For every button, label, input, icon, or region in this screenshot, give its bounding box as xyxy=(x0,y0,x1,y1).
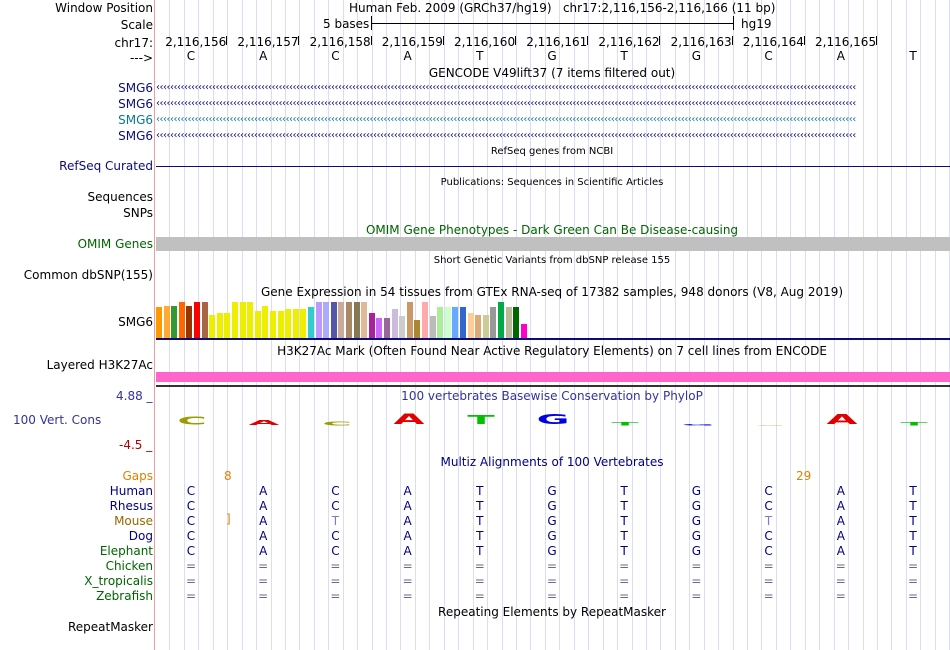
multiz-base: T xyxy=(620,514,628,528)
multiz-species-label[interactable]: Elephant xyxy=(99,544,153,558)
gencode-gene-model[interactable]: ‹‹‹‹‹‹‹‹‹‹‹‹‹‹‹‹‹‹‹‹‹‹‹‹‹‹‹‹‹‹‹‹‹‹‹‹‹‹‹‹‹‹‹‹‹‹‹‹‹‹‹‹‹‹‹‹‹‹‹‹‹‹‹‹‹‹‹‹‹‹‹‹‹‹‹‹‹‹‹‹‹‹‹‹‹‹‹‹‹‹‹‹‹‹‹‹‹‹‹‹‹‹‹‹‹‹‹‹‹‹‹‹‹‹‹‹‹‹‹‹‹‹‹‹‹‹‹‹‹‹‹‹‹‹‹‹‹‹‹‹‹‹‹‹‹‹‹‹‹‹‹‹‹‹‹‹‹‹‹‹‹‹‹‹‹‹‹‹‹‹‹‹‹‹‹‹‹‹‹‹‹‹‹‹‹‹‹‹‹‹‹‹‹‹‹‹‹‹‹‹ xyxy=(156,114,856,125)
multiz-base: = xyxy=(546,574,558,588)
coord-label: 2,116,156 xyxy=(165,35,227,49)
multiz-base: G xyxy=(691,484,702,498)
reference-base: A xyxy=(259,49,268,63)
phylop-base-glyph: C xyxy=(321,420,352,427)
phylop-base-glyph: G xyxy=(536,411,570,428)
phylop-base-glyph: G xyxy=(681,423,714,427)
coord-label: 2,116,161 xyxy=(526,35,588,49)
gencode-gene-label[interactable]: SMG6 xyxy=(118,129,153,143)
gtex-tissue-bar[interactable] xyxy=(346,302,352,338)
gencode-gene-model[interactable]: ‹‹‹‹‹‹‹‹‹‹‹‹‹‹‹‹‹‹‹‹‹‹‹‹‹‹‹‹‹‹‹‹‹‹‹‹‹‹‹‹‹‹‹‹‹‹‹‹‹‹‹‹‹‹‹‹‹‹‹‹‹‹‹‹‹‹‹‹‹‹‹‹‹‹‹‹‹‹‹‹‹‹‹‹‹‹‹‹‹‹‹‹‹‹‹‹‹‹‹‹‹‹‹‹‹‹‹‹‹‹‹‹‹‹‹‹‹‹‹‹‹‹‹‹‹‹‹‹‹‹‹‹‹‹‹‹‹‹‹‹‹‹‹‹‹‹‹‹‹‹‹‹‹‹‹‹‹‹‹‹‹‹‹‹‹‹‹‹‹‹‹‹‹‹‹‹‹‹‹‹‹‹‹‹‹‹‹‹‹‹‹‹‹‹‹‹‹‹‹‹ xyxy=(156,130,856,141)
coord-label: 2,116,157 xyxy=(237,35,299,49)
gtex-tissue-bar[interactable] xyxy=(232,302,238,338)
reference-base: T xyxy=(620,49,628,63)
multiz-base: T xyxy=(476,544,484,558)
coord-tick xyxy=(659,36,660,45)
reference-base: C xyxy=(186,49,196,63)
reference-base: T xyxy=(476,49,484,63)
multiz-base: = xyxy=(763,589,774,603)
gtex-tissue-bar[interactable] xyxy=(460,307,466,338)
multiz-base: T xyxy=(476,499,484,513)
multiz-base: = xyxy=(402,559,413,573)
multiz-base: = xyxy=(402,589,413,603)
multiz-base: C xyxy=(764,499,773,513)
gtex-tissue-bar[interactable] xyxy=(164,306,170,338)
scale-bar xyxy=(371,23,733,24)
multiz-base: = xyxy=(691,559,702,573)
multiz-base: A xyxy=(259,514,268,528)
multiz-base: A xyxy=(403,484,412,498)
gtex-tissue-bar[interactable] xyxy=(414,320,420,338)
gencode-gene-label[interactable]: SMG6 xyxy=(118,97,153,111)
multiz-base: = xyxy=(474,559,485,573)
gtex-tissue-bar[interactable] xyxy=(323,302,329,338)
gtex-tissue-bar[interactable] xyxy=(498,302,504,338)
scale-db-text: hg19 xyxy=(741,17,772,31)
multiz-base: T xyxy=(909,514,917,528)
coord-tick xyxy=(587,36,588,45)
gtex-tissue-bar[interactable] xyxy=(202,302,208,338)
window-position-label: Window Position xyxy=(55,1,153,15)
gtex-tissue-bar[interactable] xyxy=(392,309,398,338)
multiz-base: A xyxy=(836,529,845,543)
multiz-base: = xyxy=(835,589,846,603)
coord-label: 2,116,160 xyxy=(454,35,516,49)
phylop-max-value: 4.88 _ xyxy=(116,389,153,403)
gencode-gene-model[interactable]: ‹‹‹‹‹‹‹‹‹‹‹‹‹‹‹‹‹‹‹‹‹‹‹‹‹‹‹‹‹‹‹‹‹‹‹‹‹‹‹‹‹‹‹‹‹‹‹‹‹‹‹‹‹‹‹‹‹‹‹‹‹‹‹‹‹‹‹‹‹‹‹‹‹‹‹‹‹‹‹‹‹‹‹‹‹‹‹‹‹‹‹‹‹‹‹‹‹‹‹‹‹‹‹‹‹‹‹‹‹‹‹‹‹‹‹‹‹‹‹‹‹‹‹‹‹‹‹‹‹‹‹‹‹‹‹‹‹‹‹‹‹‹‹‹‹‹‹‹‹‹‹‹‹‹‹‹‹‹‹‹‹‹‹‹‹‹‹‹‹‹‹‹‹‹‹‹‹‹‹‹‹‹‹‹‹‹‹‹‹‹‹‹‹‹‹‹‹‹‹‹ xyxy=(156,98,856,109)
gtex-tissue-bar[interactable] xyxy=(452,307,458,338)
multiz-base: C xyxy=(764,529,773,543)
dbsnp-track-title[interactable]: Short Genetic Variants from dbSNP release 155 xyxy=(433,255,671,266)
coord-tick xyxy=(226,36,227,45)
multiz-base: G xyxy=(547,514,557,528)
strand-label: ---> xyxy=(129,51,153,65)
multiz-base: G xyxy=(547,499,557,513)
multiz-base: = xyxy=(546,589,558,603)
multiz-base: = xyxy=(330,589,341,603)
scale-label: Scale xyxy=(120,18,153,32)
h3k27ac-label[interactable]: Layered H3K27Ac xyxy=(46,358,153,372)
multiz-base: T xyxy=(764,514,773,528)
h3k27ac-divider xyxy=(156,385,950,387)
coord-label: 2,116,163 xyxy=(670,35,732,49)
phylop-base-glyph: A xyxy=(826,411,858,428)
multiz-base: T xyxy=(331,514,340,528)
omim-track-title[interactable]: OMIM Gene Phenotypes - Dark Green Can Be Disease-causing xyxy=(365,223,739,237)
gtex-bar-chart[interactable] xyxy=(156,302,950,338)
multiz-track-title[interactable]: Multiz Alignments of 100 Vertebrates xyxy=(440,455,664,469)
reference-base: C xyxy=(331,49,340,63)
phylop-track-title[interactable]: 100 vertebrates Basewise Conservation by PhyloP xyxy=(401,389,703,403)
multiz-base: C xyxy=(331,529,340,543)
multiz-base: G xyxy=(547,484,557,498)
multiz-base: C xyxy=(186,544,196,558)
phylop-base-glyph: A xyxy=(393,410,425,428)
publications-sequences-label[interactable]: Sequences xyxy=(87,190,153,204)
gtex-tissue-bar[interactable] xyxy=(270,311,276,338)
gtex-tissue-bar[interactable] xyxy=(437,307,443,338)
multiz-base: G xyxy=(547,544,557,558)
gtex-tissue-bar[interactable] xyxy=(361,302,367,338)
gtex-tissue-bar[interactable] xyxy=(445,307,451,338)
multiz-base: A xyxy=(403,544,412,558)
gtex-tissue-bar[interactable] xyxy=(186,306,192,338)
multiz-base: = xyxy=(619,589,630,603)
phylop-base-glyph: T xyxy=(900,421,928,427)
gtex-tissue-bar[interactable] xyxy=(217,313,223,338)
scale-bar-right-end xyxy=(733,16,734,30)
multiz-species-label[interactable]: Chicken xyxy=(105,559,153,573)
multiz-species-label[interactable]: Zebrafish xyxy=(96,589,153,603)
multiz-base: A xyxy=(259,484,268,498)
dbsnp-label[interactable]: Common dbSNP(155) xyxy=(23,268,153,282)
multiz-base: T xyxy=(620,529,628,543)
refseq-gene-line[interactable] xyxy=(156,166,950,167)
multiz-gap-value-2: 29 xyxy=(796,469,812,483)
refseq-track-title[interactable]: RefSeq genes from NCBI xyxy=(490,146,614,157)
repeatmasker-track-title[interactable]: Repeating Elements by RepeatMasker xyxy=(438,605,666,619)
multiz-base: T xyxy=(476,514,484,528)
multiz-gap-value-1: 8 xyxy=(224,469,232,483)
omim-label[interactable]: OMIM Genes xyxy=(77,237,153,251)
multiz-base: = xyxy=(474,574,485,588)
coord-tick xyxy=(804,36,805,45)
multiz-base: = xyxy=(691,574,702,588)
multiz-base: = xyxy=(185,574,197,588)
multiz-species-label[interactable]: X_tropicalis xyxy=(84,574,153,588)
multiz-base: A xyxy=(836,499,845,513)
gtex-tissue-bar[interactable] xyxy=(399,316,405,338)
multiz-base: = xyxy=(546,559,558,573)
gencode-gene-label[interactable]: SMG6 xyxy=(118,113,153,127)
chrom-label: chr17: xyxy=(114,36,153,50)
multiz-base: T xyxy=(620,544,628,558)
coord-tick xyxy=(443,36,444,45)
gtex-tissue-bar[interactable] xyxy=(468,313,474,338)
coord-label: 2,116,158 xyxy=(309,35,371,49)
multiz-base: = xyxy=(185,559,197,573)
multiz-base: = xyxy=(619,559,630,573)
gtex-tissue-bar[interactable] xyxy=(369,313,375,338)
multiz-base: C xyxy=(331,484,340,498)
coord-tick xyxy=(298,36,299,45)
gencode-gene-label[interactable]: SMG6 xyxy=(118,81,153,95)
phylop-base-glyph: C xyxy=(755,425,785,427)
multiz-base: T xyxy=(909,544,917,558)
multiz-base: = xyxy=(474,589,485,603)
repeatmasker-label[interactable]: RepeatMasker xyxy=(67,620,153,634)
multiz-base: C xyxy=(331,499,340,513)
multiz-base: = xyxy=(258,574,269,588)
multiz-base: A xyxy=(259,499,268,513)
reference-base: A xyxy=(836,49,845,63)
reference-base: C xyxy=(764,49,773,63)
multiz-base: = xyxy=(763,574,774,588)
gtex-tissue-bar[interactable] xyxy=(247,302,253,338)
gtex-tissue-bar[interactable] xyxy=(316,302,322,338)
multiz-base: A xyxy=(403,529,412,543)
multiz-base: G xyxy=(691,499,702,513)
coord-tick xyxy=(371,36,372,45)
multiz-base: T xyxy=(909,529,917,543)
multiz-base: = xyxy=(258,559,269,573)
coord-label: 2,116,162 xyxy=(598,35,660,49)
multiz-base: A xyxy=(403,499,412,513)
multiz-base: G xyxy=(691,544,702,558)
gtex-tissue-bar[interactable] xyxy=(308,307,314,338)
multiz-base: = xyxy=(835,574,846,588)
gtex-tissue-bar[interactable] xyxy=(376,318,382,338)
multiz-base: T xyxy=(620,499,628,513)
gtex-tissue-bar[interactable] xyxy=(338,302,344,338)
multiz-base: = xyxy=(763,559,774,573)
gtex-track-title[interactable]: Gene Expression in 54 tissues from GTEx RNA-seq of 17382 samples, 948 donors (V8, Aug 2019) xyxy=(260,285,844,299)
gtex-tissue-bar[interactable] xyxy=(521,324,527,338)
multiz-base: = xyxy=(330,559,341,573)
publications-track-title[interactable]: Publications: Sequences in Scientific Articles xyxy=(440,177,664,188)
reference-base: T xyxy=(909,49,917,63)
multiz-base: T xyxy=(909,499,917,513)
multiz-species-label[interactable]: Dog xyxy=(128,529,153,543)
multiz-base: A xyxy=(836,544,845,558)
multiz-base: G xyxy=(547,529,557,543)
phylop-base-glyph: A xyxy=(248,418,280,427)
multiz-base: = xyxy=(907,574,919,588)
mouse-insert-mark: ] xyxy=(226,512,231,526)
assembly-position-title[interactable]: Human Feb. 2009 (GRCh37/hg19) chr17:2,116,156-2,116,166 (11 bp) xyxy=(349,1,776,15)
publications-snps-label[interactable]: SNPs xyxy=(123,206,153,220)
gtex-tissue-bar[interactable] xyxy=(224,313,230,338)
phylop-base-glyph: C xyxy=(177,413,207,428)
gtex-tissue-bar[interactable] xyxy=(293,309,299,338)
gtex-tissue-bar[interactable] xyxy=(506,307,512,338)
phylop-logo[interactable] xyxy=(156,405,950,435)
phylop-base-glyph: T xyxy=(467,412,495,428)
h3k27ac-signal[interactable] xyxy=(156,372,950,382)
gencode-gene-model[interactable]: ‹‹‹‹‹‹‹‹‹‹‹‹‹‹‹‹‹‹‹‹‹‹‹‹‹‹‹‹‹‹‹‹‹‹‹‹‹‹‹‹‹‹‹‹‹‹‹‹‹‹‹‹‹‹‹‹‹‹‹‹‹‹‹‹‹‹‹‹‹‹‹‹‹‹‹‹‹‹‹‹‹‹‹‹‹‹‹‹‹‹‹‹‹‹‹‹‹‹‹‹‹‹‹‹‹‹‹‹‹‹‹‹‹‹‹‹‹‹‹‹‹‹‹‹‹‹‹‹‹‹‹‹‹‹‹‹‹‹‹‹‹‹‹‹‹‹‹‹‹‹‹‹‹‹‹‹‹‹‹‹‹‹‹‹‹‹‹‹‹‹‹‹‹‹‹‹‹‹‹‹‹‹‹‹‹‹‹‹‹‹‹‹‹‹‹‹‹‹‹‹ xyxy=(156,82,856,93)
coord-tick xyxy=(732,36,733,45)
gtex-tissue-bar[interactable] xyxy=(300,309,306,338)
multiz-gaps-label: Gaps xyxy=(122,469,153,483)
multiz-base: G xyxy=(691,529,702,543)
reference-base: A xyxy=(403,49,412,63)
gtex-tissue-bar[interactable] xyxy=(285,309,291,338)
coord-label: 2,116,159 xyxy=(381,35,443,49)
gtex-tissue-bar[interactable] xyxy=(209,315,215,338)
multiz-base: C xyxy=(186,484,196,498)
multiz-base: A xyxy=(259,544,268,558)
gtex-tissue-bar[interactable] xyxy=(331,302,337,338)
multiz-base: C xyxy=(764,484,773,498)
coord-tick xyxy=(876,36,877,45)
gtex-tissue-bar[interactable] xyxy=(422,302,428,338)
multiz-base: T xyxy=(476,529,484,543)
multiz-species-label[interactable]: Human xyxy=(109,484,153,498)
gtex-tissue-bar[interactable] xyxy=(513,307,519,338)
gencode-track-title[interactable]: GENCODE V49lift37 (7 items filtered out) xyxy=(428,66,676,80)
multiz-base: C xyxy=(186,529,196,543)
gtex-tissue-bar[interactable] xyxy=(483,315,489,338)
multiz-base: = xyxy=(835,559,846,573)
multiz-base: A xyxy=(836,484,845,498)
multiz-base: = xyxy=(185,589,197,603)
multiz-base: T xyxy=(476,484,484,498)
reference-base: G xyxy=(691,49,702,63)
multiz-base: = xyxy=(619,574,630,588)
multiz-base: = xyxy=(691,589,702,603)
multiz-base: C xyxy=(186,514,196,528)
multiz-species-label[interactable]: Rhesus xyxy=(109,499,153,513)
gtex-tissue-bar[interactable] xyxy=(255,311,261,338)
gtex-tissue-bar[interactable] xyxy=(156,307,162,338)
scale-bases-text: 5 bases xyxy=(323,17,370,31)
reference-base: G xyxy=(547,49,557,63)
gtex-tissue-bar[interactable] xyxy=(179,302,185,338)
multiz-base: G xyxy=(691,514,702,528)
coord-label: 2,116,164 xyxy=(742,35,804,49)
multiz-base: = xyxy=(907,589,919,603)
multiz-base: = xyxy=(402,574,413,588)
coord-label: 2,116,165 xyxy=(815,35,877,49)
multiz-base: A xyxy=(403,514,412,528)
refseq-label[interactable]: RefSeq Curated xyxy=(59,159,153,173)
gtex-tissue-bar[interactable] xyxy=(278,311,284,338)
gtex-tissue-bar[interactable] xyxy=(240,302,246,338)
gtex-tissue-bar[interactable] xyxy=(262,306,268,338)
coord-tick xyxy=(515,36,516,45)
h3k27ac-track-title[interactable]: H3K27Ac Mark (Often Found Near Active Regulatory Elements) on 7 cell lines from ENCODE xyxy=(277,344,827,358)
gtex-gene-line xyxy=(156,338,950,340)
multiz-base: C xyxy=(186,499,196,513)
phylop-base-glyph: T xyxy=(611,421,639,427)
multiz-base: C xyxy=(331,544,340,558)
multiz-base: T xyxy=(620,484,628,498)
gtex-tissue-bar[interactable] xyxy=(490,307,496,338)
gtex-tissue-bar[interactable] xyxy=(384,318,390,338)
omim-feature-bar[interactable] xyxy=(156,237,950,251)
gtex-gene-label[interactable]: SMG6 xyxy=(118,315,153,329)
gtex-tissue-bar[interactable] xyxy=(194,302,200,338)
gtex-tissue-bar[interactable] xyxy=(407,302,413,338)
phylop-label[interactable]: 100 Vert. Cons xyxy=(13,413,102,427)
gtex-tissue-bar[interactable] xyxy=(354,302,360,338)
multiz-base: A xyxy=(259,529,268,543)
multiz-base: = xyxy=(330,574,341,588)
gtex-tissue-bar[interactable] xyxy=(171,306,177,338)
multiz-base: = xyxy=(258,589,269,603)
multiz-base: C xyxy=(764,544,773,558)
multiz-base: = xyxy=(907,559,919,573)
phylop-min-value: -4.5 _ xyxy=(119,438,153,452)
multiz-base: T xyxy=(909,484,917,498)
gtex-tissue-bar[interactable] xyxy=(475,315,481,338)
multiz-species-label[interactable]: Mouse xyxy=(114,514,153,528)
gtex-tissue-bar[interactable] xyxy=(430,316,436,338)
multiz-base: A xyxy=(836,514,845,528)
